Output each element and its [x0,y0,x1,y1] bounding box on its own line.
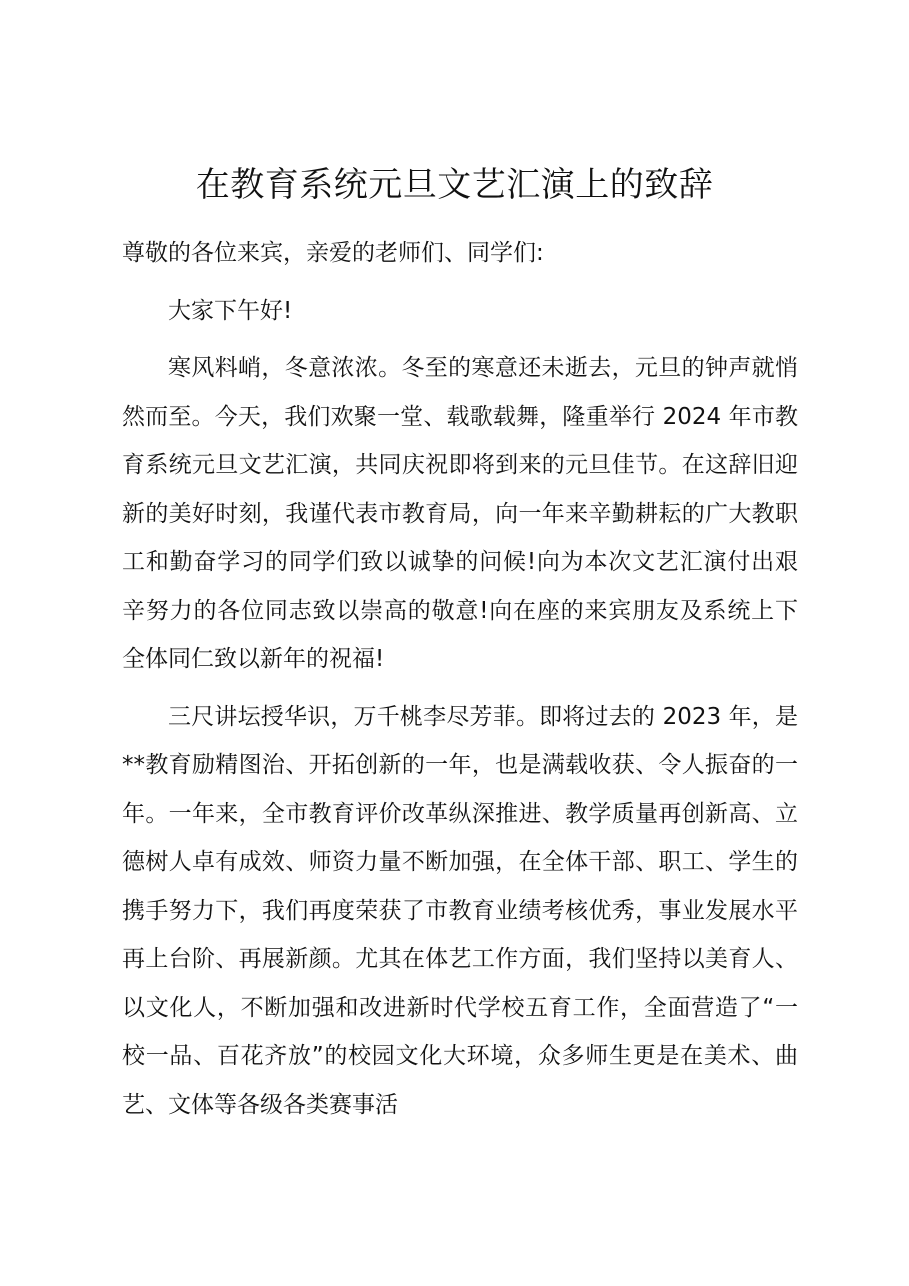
document-body [122,229,798,1138]
salutation: 尊敬的各位来宾，亲爱的老师们、同学们: [122,240,544,266]
paragraph-review: 三尺讲坛授华识，万千桃李尽芳菲。即将过去的 2023 年，是**教育励精图治、开拓创新的一年，也是满载收获、令人振奋的一年。一年来，全市教育评价改革纵深推进、教学质量再创新高、立德树人卓有成效、师资力量不断加强，在全体干部、职工、学生的携手努力下，我们再度荣获了市教育业绩考核优秀，事业发展水平再上台阶、再展新颜。尤其在体艺工作方面，我们坚持以美育人、以文化人，不断加强和改进新时代学校五育工作，全面营造了“一校一品、百花齐放”的校园文化大环境，众多师生更是在美术、曲艺、文体等各级各类赛事活 [122,703,798,1118]
paragraph-greeting: 大家下午好! [168,297,293,324]
document-title: 在教育系统元旦文艺汇演上的致辞 [195,165,714,205]
paragraph-opening: 寒风料峭，冬意浓浓。冬至的寒意还未逝去，元旦的钟声就悄然而至。今天，我们欢聚一堂、载歌载舞，隆重举行 2024 年市教育系统元旦文艺汇演，共同庆祝即将到来的元旦佳节。在这辞旧迎新的美好时刻，我谨代表市教育局，向一年来辛勤耕耘的广大教职工和勤奋学习的同学们致以诚挚的问候!向为本次文艺汇演付出艰辛努力的各位同志致以崇高的敬意!向在座的来宾朋友及系统上下全体同仁致以新年的祝福! [122,355,798,672]
